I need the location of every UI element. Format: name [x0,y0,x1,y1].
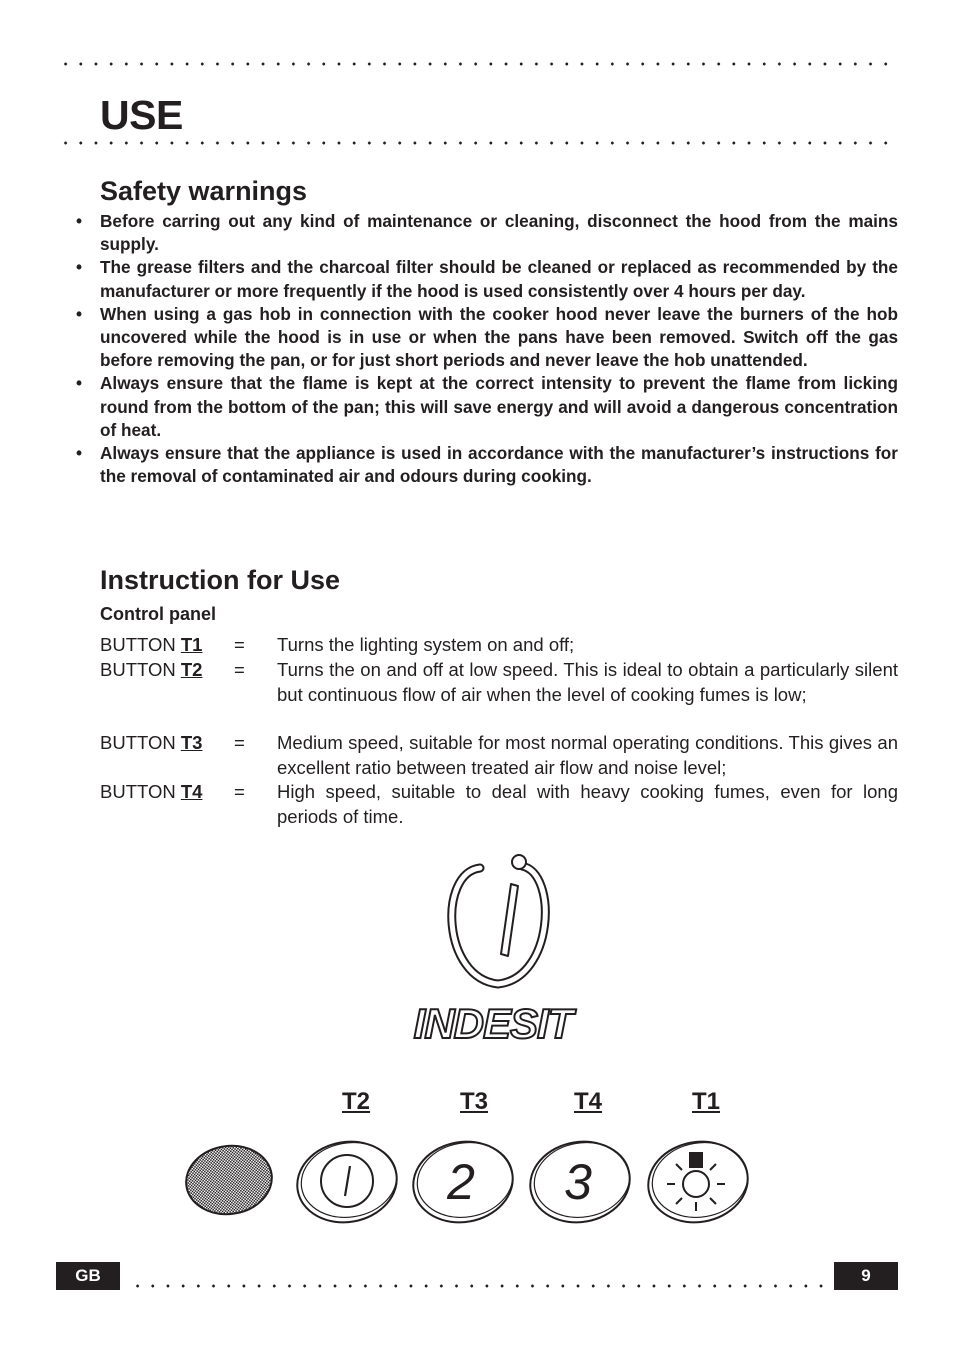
control-label: BUTTON T1 [100,634,203,655]
bullet: • [76,211,83,231]
top-dotted-rule [58,62,898,66]
control-code: T4 [180,781,203,802]
t2-button[interactable] [291,1136,403,1230]
safety-warnings-list [76,210,898,488]
t3-button[interactable] [407,1136,519,1230]
bullet: • [76,373,83,394]
control-panel-diagram [180,1136,760,1236]
control-label: BUTTON T2 [100,659,203,680]
grille-icon [182,1140,277,1219]
warning-text: Always ensure that the appliance is used in accordance with the manufacturer’s instructions for the removal of contaminated air and odours during cooking. [100,443,898,487]
panel-label-t4: T4 [574,1088,603,1115]
equals-sign: = [234,781,245,802]
warning-text: The grease filters and the charcoal filter should be cleaned or replaced as recommended by the manufacturer or more frequently if the hood is used consistently over 4 hours per day. [100,257,898,301]
control-code: T3 [180,732,203,753]
t1-button[interactable] [642,1136,754,1230]
warning-item [76,442,898,488]
control-description: High speed, suitable to deal with heavy cooking fumes, even for long periods of time. [277,781,898,827]
panel-label-t2: T2 [342,1088,371,1115]
control-panel-subheading: Control panel [100,604,216,624]
control-code: T1 [180,634,203,655]
control-label: BUTTON T3 [100,732,203,753]
t3-glyph: 2 [447,1154,475,1210]
control-row-t1 [100,633,898,658]
equals-sign: = [234,659,245,680]
panel-label-t3: T3 [460,1088,489,1115]
language-tab: GB [56,1262,120,1290]
equals-sign: = [234,634,245,655]
t4-button[interactable] [524,1136,636,1230]
control-description: Medium speed, suitable for most normal operating conditions. This gives an excellent ratio between treated air flow and noise level; [277,732,898,778]
page-number: 9 [834,1262,898,1290]
page-title: USE [100,92,183,138]
warning-item [76,256,898,302]
svg-text:INDESIT: INDESIT [413,1000,573,1047]
warning-text: When using a gas hob in connection with the cooker hood never leave the burners of the hob uncovered while the hood is in use or when the pans have been removed. Switch off the gas before removing the pan, or for just short periods and never leave the hob unattended. [100,303,898,371]
footer-dotted-rule [130,1284,824,1288]
title-dotted-rule [58,141,898,145]
control-row-t2 [100,658,898,707]
control-label: BUTTON T4 [100,781,203,802]
warning-text: Always ensure that the flame is kept at the correct intensity to prevent the flame from licking round from the bottom of the pan; this will save energy and will avoid a dangerous concentration of heat. [100,373,898,440]
panel-label-t1: T1 [692,1088,721,1115]
equals-sign: = [234,732,245,753]
instructions-heading: Instruction for Use [100,565,341,595]
bullet: • [76,303,83,324]
bullet: • [76,443,83,464]
bullet: • [76,257,83,278]
warning-item [76,210,898,256]
warning-text: Before carring out any kind of maintenance or cleaning, disconnect the hood from the mains supply. [100,211,898,255]
t4-glyph: 3 [564,1154,592,1210]
safety-heading: Safety warnings [100,176,308,206]
control-description: Turns the lighting system on and off; [277,634,575,655]
control-description: Turns the on and off at low speed. This is ideal to obtain a particularly silent but continuous flow of air when the level of cooking fumes is low; [277,659,898,705]
warning-item [76,303,898,373]
control-row-t4 [100,780,898,829]
warning-item [76,372,898,442]
indesit-logo [398,848,588,1048]
control-code: T2 [180,659,203,680]
control-row-t3 [100,731,898,780]
